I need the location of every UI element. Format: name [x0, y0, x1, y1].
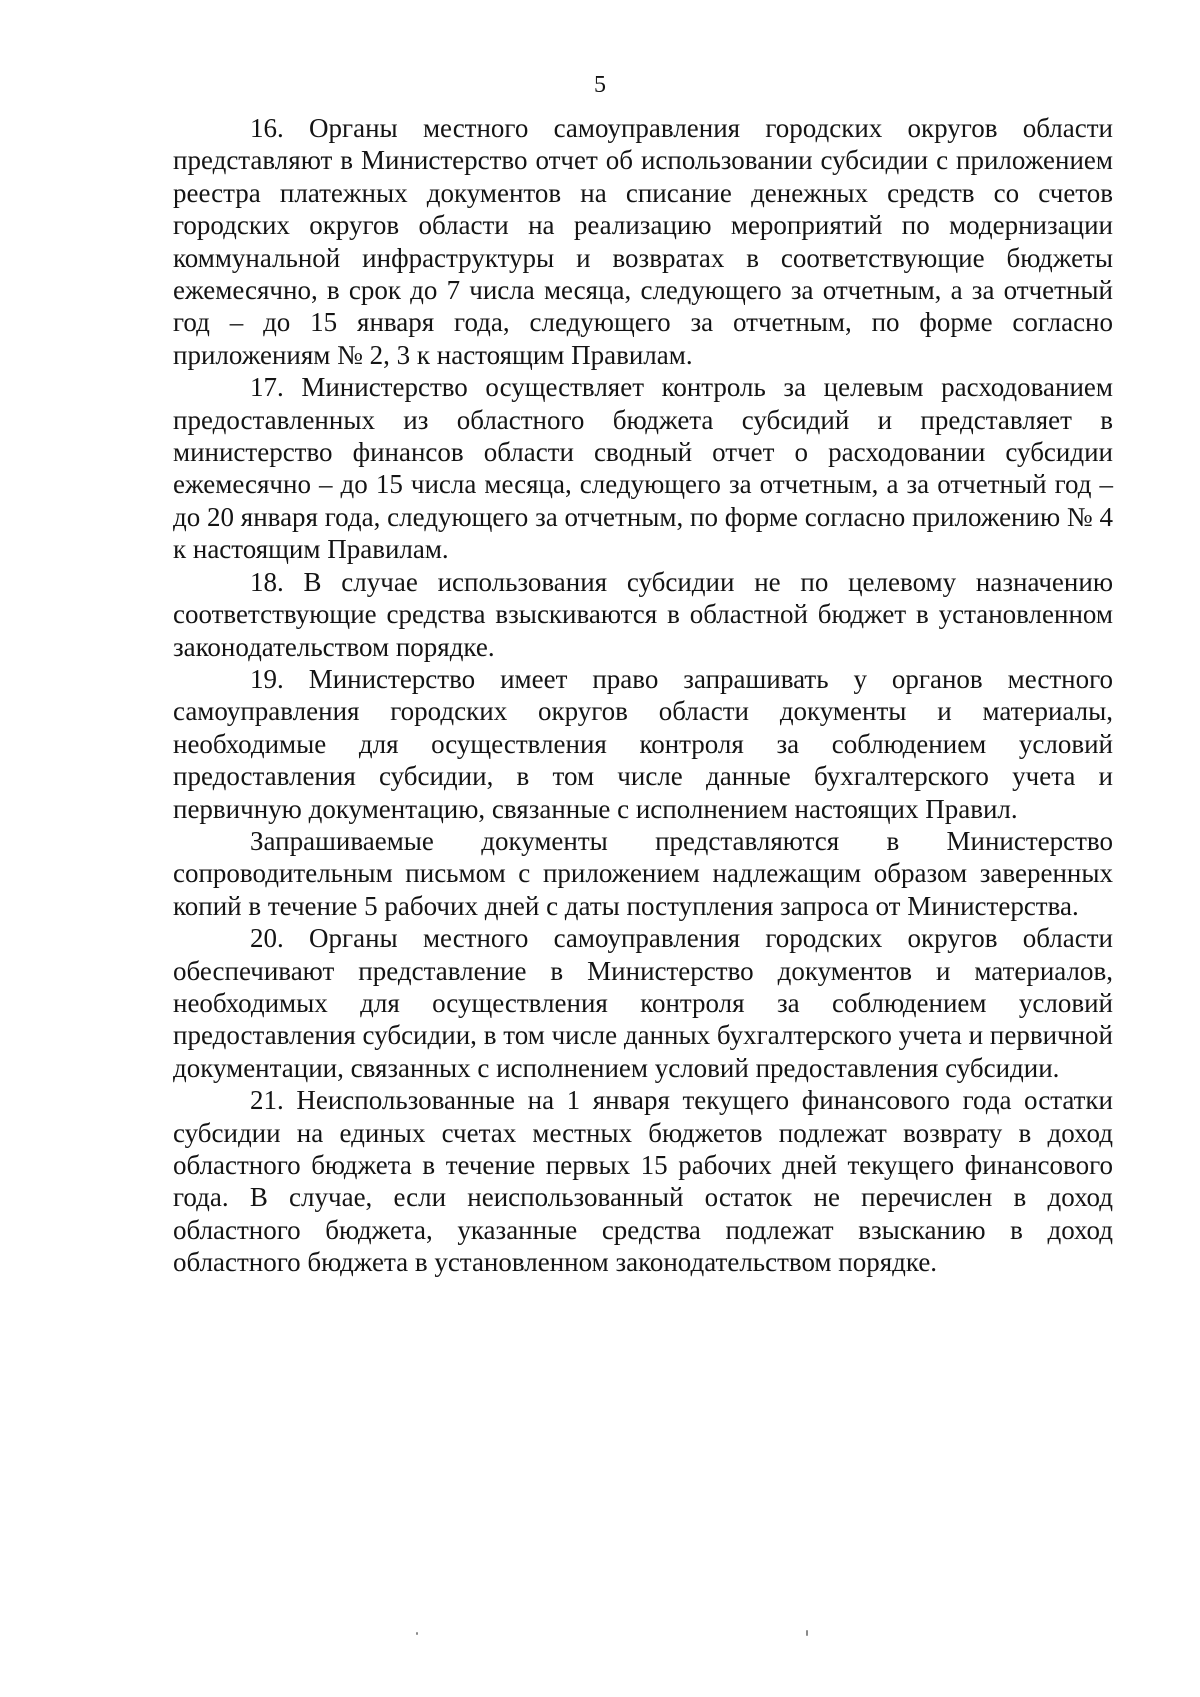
paragraph-20: 20. Органы местного самоуправления городских округов области обеспечивают представление в Министерство документов и материалов, необходимых для осуществления контроля за соблюдением условий предоставления субсидии, в том числе данных бухгалтерского учета и первичной документации, связанных с исполнением условий предоставления субсидии. — [173, 923, 1113, 1083]
scan-artifact-dot-1 — [416, 1632, 418, 1635]
paragraph-18: 18. В случае использования субсидии не по целевому назначению соответствующие средства взыскиваются в областной бюджет в установленном законодательством порядке. — [173, 566, 1113, 662]
paragraph-17: 17. Министерство осуществляет контроль за целевым расходованием предоставленных из областного бюджета субсидий и представляет в министерство финансов области сводный отчет о расходовании субсидии ежемесячно – до 15 числа месяца, следующего за отчетным, а за отчетный год – до 20 января года, следующего за отчетным, по форме согласно приложению № 4 к настоящим Правилам. — [173, 372, 1113, 565]
paragraph-21: 21. Неиспользованные на 1 января текущего финансового года остатки субсидии на единых счетах местных бюджетов подлежат возврату в доход областного бюджета в течение первых 15 рабочих дней текущего финансового года. В случае, если неиспользованный остаток не перечислен в доход областного бюджета, указанные средства подлежат взысканию в доход областного бюджета в установленном законодательством порядке. — [173, 1085, 1113, 1278]
paragraph-19-continuation: Запрашиваемые документы представляются в Министерство сопроводительным письмом с приложением надлежащим образом заверенных копий в течение 5 рабочих дней с даты поступления запроса от Министерства. — [173, 825, 1113, 921]
scan-artifact-dot-2 — [806, 1630, 808, 1636]
page-number: 5 — [594, 72, 606, 98]
paragraph-16: 16. Органы местного самоуправления городских округов области представляют в Министерство отчет об использовании субсидии с приложением реестра платежных документов на списание денежных средств со счетов городских округов области на реализацию мероприятий по модернизации коммунальной инфраструктуры и возвратах в соответствующие бюджеты ежемесячно, в срок до 7 числа месяца, следующего за отчетным, а за отчетный год – до 15 января года, следующего за отчетным, по форме согласно приложениям № 2, 3 к настоящим Правилам. — [173, 113, 1113, 370]
document-body — [173, 112, 1113, 1279]
paragraph-19: 19. Министерство имеет право запрашивать у органов местного самоуправления городских округов области документы и материалы, необходимые для осуществления контроля за соблюдением условий предоставления субсидии, в том числе данные бухгалтерского учета и первичную документацию, связанные с исполнением настоящих Правил. — [173, 663, 1113, 824]
